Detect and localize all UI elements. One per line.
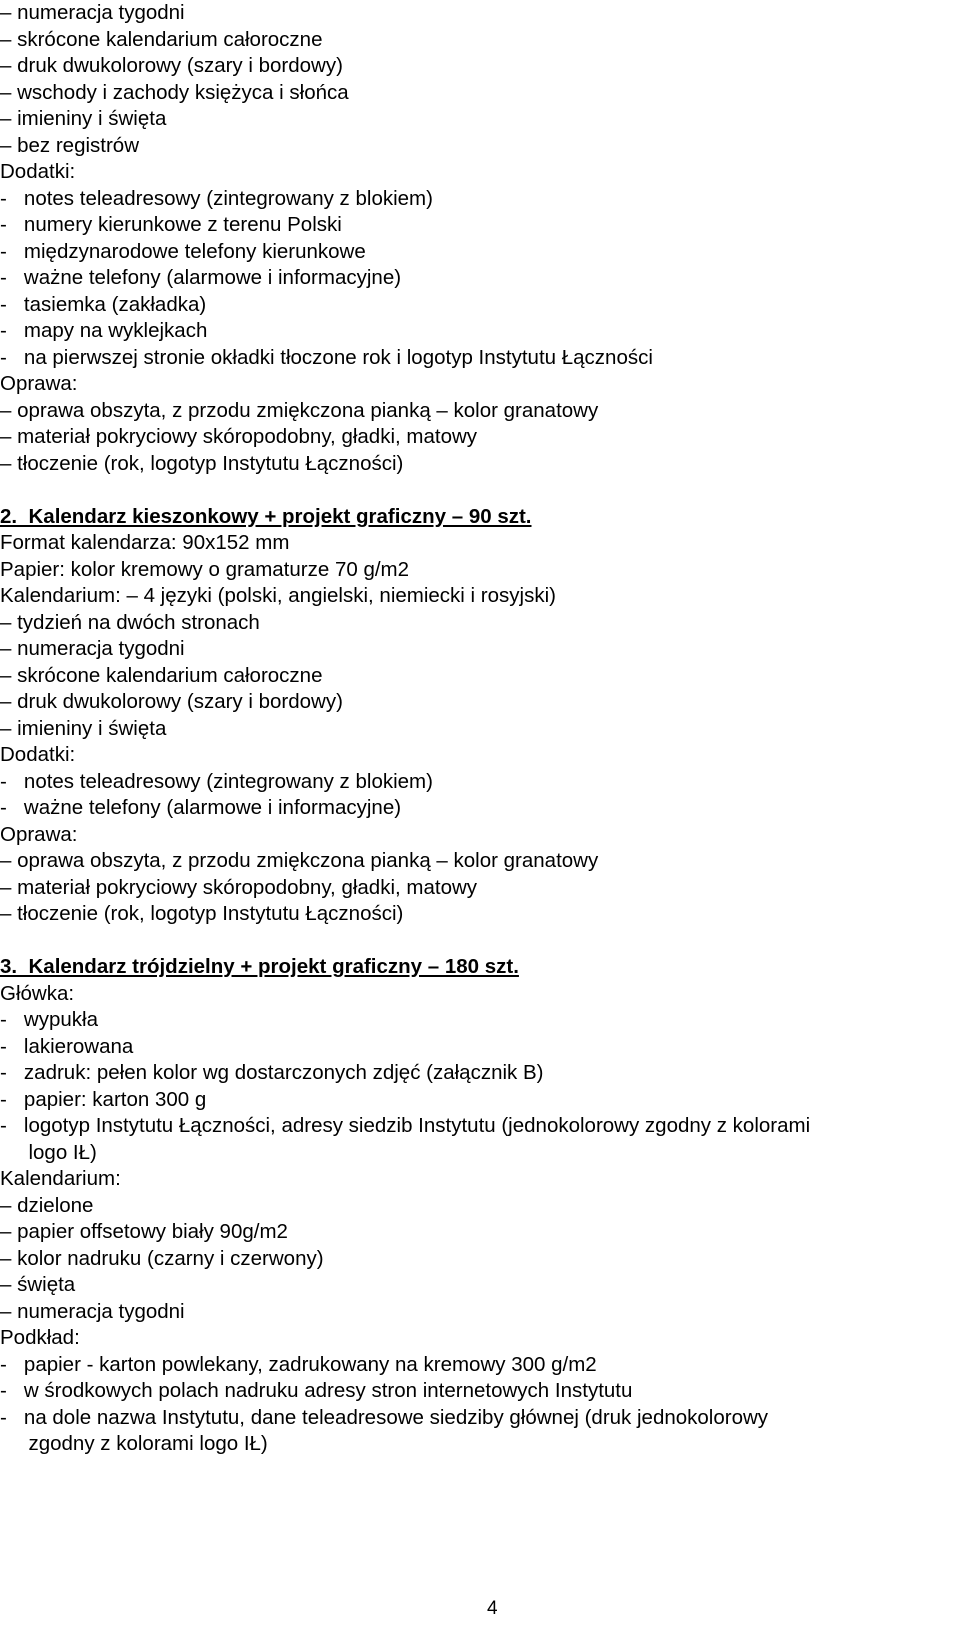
list-item: - papier: karton 300 g bbox=[0, 1087, 207, 1111]
list-item: – wschody i zachody księżyca i słońca bbox=[0, 80, 349, 104]
list-item: - międzynarodowe telefony kierunkowe bbox=[0, 239, 366, 263]
list-item: - mapy na wyklejkach bbox=[0, 319, 208, 342]
section-label: Kalendarium: bbox=[0, 1167, 121, 1190]
list-item: – bez registrów bbox=[0, 133, 140, 157]
list-item: – skrócone kalendarium całoroczne bbox=[0, 663, 323, 687]
list-item: - notes teleadresowy (zintegrowany z blokiem) bbox=[0, 769, 433, 793]
section-label: Kalendarium: – 4 języki (polski, angielski, niemiecki i rosyjski) bbox=[0, 584, 556, 607]
list-item: – oprawa obszyta, z przodu zmiękczona pianką – kolor granatowy bbox=[0, 398, 599, 422]
list-item: zgodny z kolorami logo IŁ) bbox=[0, 1432, 268, 1455]
list-item: – dzielone bbox=[0, 1193, 94, 1217]
section-label: Główka: bbox=[0, 981, 75, 1005]
list-item: – materiał pokryciowy skóropodobny, gładki, matowy bbox=[0, 875, 478, 899]
list-item: – tłoczenie (rok, logotyp Instytutu Łączności) bbox=[0, 451, 404, 475]
list-item: - tasiemka (zakładka) bbox=[0, 292, 207, 316]
list-item: - notes teleadresowy (zintegrowany z blokiem) bbox=[0, 186, 433, 210]
list-item: - ważne telefony (alarmowe i informacyjne) bbox=[0, 266, 402, 289]
section-label: Dodatki: bbox=[0, 160, 76, 183]
section-label: Oprawa: bbox=[0, 372, 78, 395]
list-item: – imieniny i święta bbox=[0, 716, 167, 740]
list-item: – skrócone kalendarium całoroczne bbox=[0, 27, 323, 51]
section-label: Podkład: bbox=[0, 1326, 80, 1349]
section-label: Oprawa: bbox=[0, 822, 78, 846]
list-item: - ważne telefony (alarmowe i informacyjne) bbox=[0, 796, 402, 819]
list-item: - numery kierunkowe z terenu Polski bbox=[0, 213, 342, 236]
list-item: – tłoczenie (rok, logotyp Instytutu Łączności) bbox=[0, 902, 404, 925]
list-item: Format kalendarza: 90x152 mm bbox=[0, 531, 290, 554]
section-heading: 2. Kalendarz kieszonkowy + projekt graficzny – 90 szt. bbox=[0, 504, 532, 528]
list-item: – numeracja tygodni bbox=[0, 1, 185, 24]
list-item: - wypukła bbox=[0, 1008, 98, 1031]
section-label: Papier: kolor kremowy o gramaturze 70 g/m2 bbox=[0, 557, 410, 581]
list-item: – kolor nadruku (czarny i czerwony) bbox=[0, 1246, 324, 1270]
list-item: - lakierowana bbox=[0, 1034, 134, 1058]
list-item: – materiał pokryciowy skóropodobny, gładki, matowy bbox=[0, 425, 478, 448]
list-item: logo IŁ) bbox=[0, 1140, 97, 1164]
list-item: - papier - karton powlekany, zadrukowany na kremowy 300 g/m2 bbox=[0, 1352, 597, 1376]
list-item: - na dole nazwa Instytutu, dane teleadresowe siedziby głównej (druk jednokolorowy bbox=[0, 1405, 769, 1429]
list-item: – święta bbox=[0, 1273, 76, 1296]
list-item: - zadruk: pełen kolor wg dostarczonych zdjęć (załącznik B) bbox=[0, 1061, 544, 1084]
page-number: 4 bbox=[487, 1598, 498, 1619]
section-label: Dodatki: bbox=[0, 743, 76, 766]
list-item: - w środkowych polach nadruku adresy stron internetowych Instytutu bbox=[0, 1379, 633, 1402]
list-item: – papier offsetowy biały 90g/m2 bbox=[0, 1220, 288, 1243]
list-item: – druk dwukolorowy (szary i bordowy) bbox=[0, 690, 343, 713]
list-item: – oprawa obszyta, z przodu zmiękczona pianką – kolor granatowy bbox=[0, 849, 599, 872]
list-item: – druk dwukolorowy (szary i bordowy) bbox=[0, 54, 343, 77]
list-item: – numeracja tygodni bbox=[0, 1299, 185, 1323]
list-item: - logotyp Instytutu Łączności, adresy siedzib Instytutu (jednokolorowy zgodny z kolorami bbox=[0, 1114, 811, 1137]
section-heading: 3. Kalendarz trójdzielny + projekt graficzny – 180 szt. bbox=[0, 955, 519, 978]
list-item: – imieniny i święta bbox=[0, 107, 167, 130]
list-item: - na pierwszej stronie okładki tłoczone rok i logotyp Instytutu Łączności bbox=[0, 345, 653, 369]
list-item: – tydzień na dwóch stronach bbox=[0, 610, 260, 634]
list-item: – numeracja tygodni bbox=[0, 637, 185, 660]
